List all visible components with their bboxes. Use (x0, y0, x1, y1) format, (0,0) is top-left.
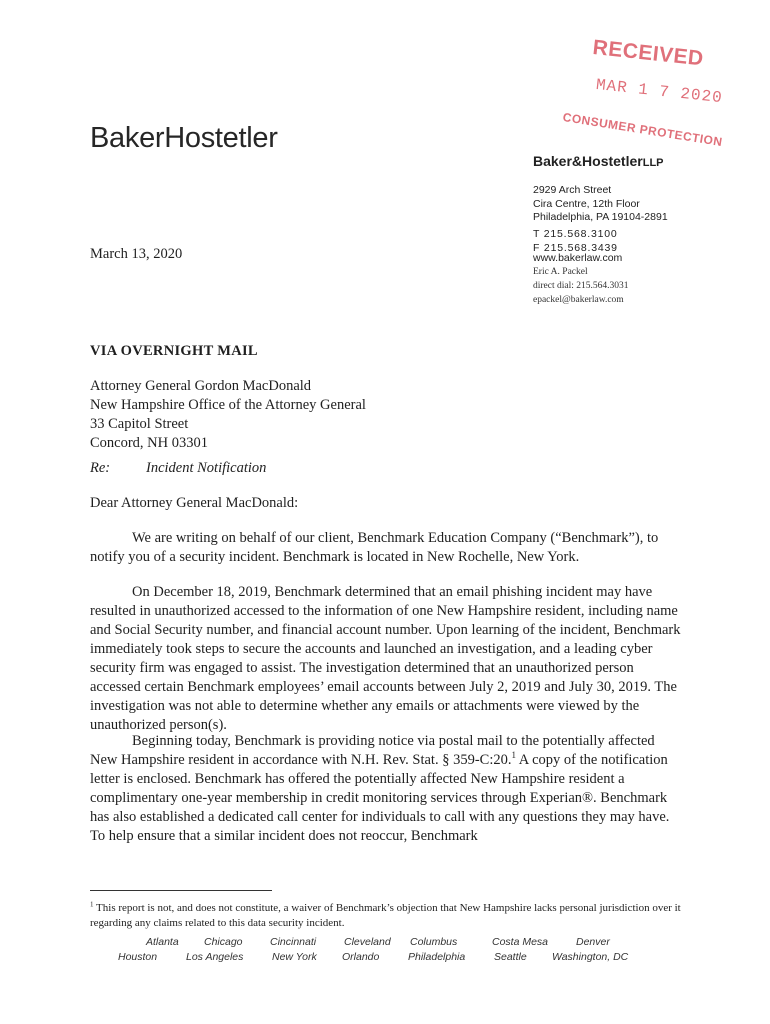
attorney-contact (533, 265, 629, 307)
recipient-line: Concord, NH 03301 (90, 435, 209, 451)
firm-address (533, 184, 668, 225)
office-city: Denver (576, 936, 610, 948)
office-city: New York (272, 951, 317, 963)
firm-logo: BakerHostetler (90, 122, 278, 154)
body-paragraph-2 (90, 583, 682, 735)
salutation: Dear Attorney General MacDonald: (90, 495, 299, 511)
received-stamp: RECEIVED (591, 36, 705, 71)
firm-website[interactable] (533, 252, 622, 266)
office-city: Cincinnati (270, 936, 317, 948)
paragraph-text: Beginning today, Benchmark is providing notice via postal mail to the potentially affected New Hampshire resident in accordance with N.H. Rev. Stat. § 359-C:20. (90, 733, 655, 768)
office-locations (90, 935, 690, 965)
paragraph-text: We are writing on behalf of our client, Benchmark Education Company (“Benchmark”), to notify you of a security incident. Benchmark is located in New Rochelle, New York. (90, 530, 659, 565)
attorney-direct-dial: direct dial: 215.564.3031 (533, 281, 629, 291)
office-city: Philadelphia (408, 951, 466, 963)
footnote-number: 1 (90, 900, 94, 909)
attorney-name: Eric A. Packel (533, 267, 588, 277)
firm-fax: F 215.568.3439 (533, 241, 618, 254)
firm-suffix: LLP (642, 157, 664, 169)
received-stamp-department: CONSUMER PROTECTION (561, 110, 724, 150)
firm-address-line: 2929 Arch Street (533, 184, 612, 196)
office-city: Orlando (342, 951, 380, 963)
paragraph-text: On December 18, 2019, Benchmark determined that an email phishing incident may have resulted in unauthorized accessed to the information of one New Hampshire resident, including name and Social Security number, and financial account number. Upon learning of the incident, Benchmark immediately took steps to secure the accounts and launched an investigation, and a leading cyber security firm was engaged to assist. The investigation determined that an unauthorized person accessed certain Benchmark employees’ email accounts between July 2, 2019 and July 30, 2019. The investigation was not able to determine whether any emails or attachments were viewed by the unauthorized person(s). (90, 584, 681, 733)
firm-phone-block (533, 228, 618, 255)
firm-address-line: Philadelphia, PA 19104-2891 (533, 211, 668, 223)
firm-phone: T 215.568.3100 (533, 228, 618, 240)
office-city: Houston (118, 951, 158, 963)
footnote-text: This report is not, and does not constitute, a waiver of Benchmark’s objection that New Hampshire lacks personal jurisdiction over it regarding any claims related to this data security incident. (90, 902, 681, 929)
subject-text: Incident Notification (146, 460, 267, 476)
paragraph-text: A copy of the notification letter is enclosed. Benchmark has offered the potentially affected New Hampshire resident a complimentary one-year membership in credit monitoring services through Experian®. Benchmark has also established a dedicated call center for individuals to call with any questions they may have. To help ensure that a similar incident does not reoccur, Benchmark (90, 752, 670, 844)
attorney-email[interactable]: epackel@bakerlaw.com (533, 295, 624, 305)
office-city: Chicago (204, 936, 243, 948)
firm-address-line: Cira Centre, 12th Floor (533, 197, 640, 210)
office-city: Atlanta (146, 936, 179, 948)
firm-name: Baker&Hostetler (533, 153, 643, 169)
office-city: Washington, DC (552, 951, 629, 963)
office-city: Seattle (494, 951, 527, 963)
recipient-line: 33 Capitol Street (90, 416, 189, 432)
footnote (90, 901, 690, 931)
received-stamp-date: MAR 1 7 2020 (595, 76, 724, 108)
office-city: Costa Mesa (492, 936, 549, 948)
subject-label: Re: (90, 460, 111, 476)
letter-date: March 13, 2020 (90, 246, 183, 262)
footnote-divider (90, 890, 272, 891)
firm-website-link[interactable]: www.bakerlaw.com (533, 252, 623, 264)
recipient-line: New Hampshire Office of the Attorney General (90, 397, 366, 413)
firm-name-block (533, 153, 664, 169)
body-paragraph-3 (90, 732, 682, 846)
recipient-line: Attorney General Gordon MacDonald (90, 378, 312, 394)
office-city: Columbus (410, 936, 458, 948)
body-paragraph-1 (90, 529, 682, 567)
office-city: Los Angeles (186, 951, 244, 963)
office-row-1 (90, 935, 690, 950)
office-row-2 (90, 950, 690, 965)
subject-line (90, 460, 266, 477)
office-city: Cleveland (344, 936, 391, 948)
footnote-reference[interactable]: 1 (511, 750, 516, 761)
recipient-address (90, 377, 366, 453)
delivery-method: VIA OVERNIGHT MAIL (90, 343, 258, 359)
